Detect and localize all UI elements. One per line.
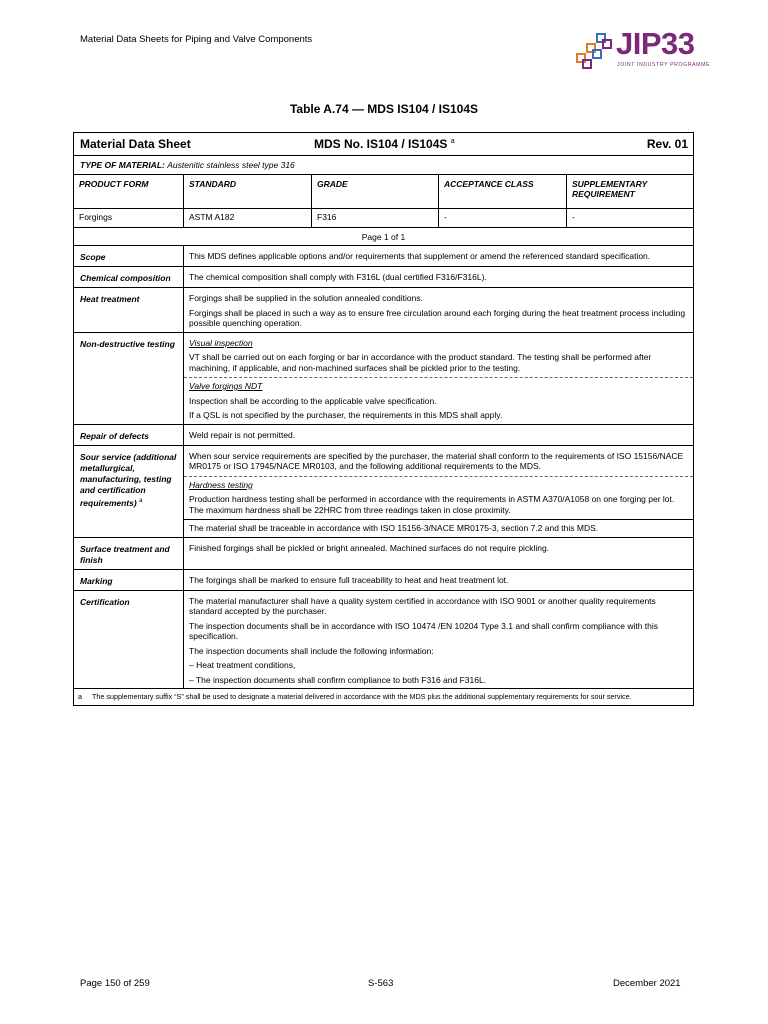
table-cell: Forgings: [79, 212, 113, 222]
logo-subtitle: JOINT INDUSTRY PROGRAMME: [617, 62, 711, 68]
column-header: PRODUCT FORM: [79, 179, 149, 189]
subsection-title: Visual inspection: [189, 337, 253, 348]
logo-square-icon: [592, 49, 602, 59]
section-label: Surface treatment and finish: [80, 543, 170, 565]
section-content: The material manufacturer shall have a quality system certified in accordance with ISO 9001 or another quality requirements standard accepted by the purchaser. The inspection documents shall be in accordance with ISO 10474 /EN 10204 Type 3.1 and shall confirm compliance with this specification. The inspection documents shall include the following information: – Heat treatment conditions, – The inspection documents shall confirm compliance to both F316 and F316L.: [183, 591, 693, 689]
section-label: Non-destructive testing: [80, 338, 175, 349]
section-content: Visual inspection VT shall be carried out on each forging or bar in accordance with the product standard. The testing shall be performed after machining, if applicable, and non-machined surfaces shall be pickled prior to the testing. Valve forgings NDT Inspection shall be according to the applicable valve specification. If a QSL is not specified by the purchaser, the requirements in this MDS shall apply.: [183, 333, 693, 424]
section-label: Certification: [80, 596, 130, 607]
section-surface-treatment: [74, 537, 693, 569]
section-heat-treatment: [74, 287, 693, 332]
section-label: Scope: [80, 252, 106, 262]
list-item: – Heat treatment conditions,: [189, 660, 296, 670]
section-sour-service: [74, 445, 693, 537]
footnote: [74, 688, 693, 705]
column-header: STANDARD: [183, 175, 311, 208]
section-label: Repair of defects: [80, 430, 149, 441]
table-cell: F316: [311, 209, 438, 227]
footnote-mark: a: [78, 692, 82, 701]
page-of-label: Page 1 of 1: [74, 227, 693, 245]
section-content: The forgings shall be marked to ensure full traceability to heat and heat treatment lot.: [183, 570, 693, 590]
footnote-text: The supplementary suffix “S” shall be used to designate a material delivered in accordance with the MDS plus the additional supplementary requirements for sour service.: [92, 692, 632, 701]
dashed-divider: [184, 476, 693, 477]
column-header: ACCEPTANCE CLASS: [438, 175, 566, 208]
section-marking: [74, 569, 693, 590]
revision: Rev. 01: [646, 137, 688, 151]
section-content: Weld repair is not permitted.: [183, 425, 693, 445]
subsection-title: Valve forgings NDT: [189, 381, 263, 391]
section-repair-of-defects: [74, 424, 693, 445]
section-non-destructive-testing: [74, 332, 693, 424]
section-content: This MDS defines applicable options and/or requirements that supplement or amend the referenced standard specification.: [183, 246, 693, 266]
table-title: Table A.74 — MDS IS104 / IS104S: [289, 102, 479, 116]
table-header-row: [74, 174, 693, 208]
sheet-heading-label: Material Data Sheet: [80, 137, 191, 151]
list-item: – The inspection documents shall confirm compliance to both F316 and F316L.: [189, 674, 487, 685]
table-cell: -: [438, 209, 566, 227]
subsection-title: Hardness testing: [189, 479, 253, 490]
type-of-material-row: TYPE OF MATERIAL: Austenitic stainless steel type 316: [74, 155, 693, 174]
logo-wordmark: JIP33: [616, 26, 695, 61]
section-scope: [74, 245, 693, 266]
sheet-heading-row: [74, 133, 693, 155]
section-label: Heat treatment: [80, 294, 140, 304]
section-certification: [74, 590, 693, 689]
table-cell: ASTM A182: [183, 209, 311, 227]
document-header-title: Material Data Sheets for Piping and Valve Components: [80, 34, 313, 45]
footer-date: December 2021: [613, 978, 681, 989]
jip33-logo: [574, 26, 714, 73]
column-header: SUPPLEMENTARY REQUIREMENT: [566, 175, 693, 208]
section-label: Chemical composition: [80, 273, 171, 283]
logo-square-icon: [602, 39, 612, 49]
dashed-divider: [184, 377, 693, 378]
material-data-sheet: [73, 132, 694, 706]
section-content: When sour service requirements are specified by the purchaser, the material shall conform to the requirements of ISO 15156/NACE MR0175 or ISO 17945/NACE MR0103, and the following additional requirements to the MDS. Hardness testing Production hardness testing shall be performed in accordance with the requirements in ASTM A370/A1058 on one forging per lot. The maximum hardness shall be 22HRC from three readings taken in close proximity. The material shall be traceable in accordance with ISO 15156-3/NACE MR0175-3, section 7.2 and this MDS.: [183, 446, 693, 537]
section-chemical-composition: [74, 266, 693, 287]
divider: [184, 519, 693, 520]
logo-square-icon: [582, 59, 592, 69]
section-content: The chemical composition shall comply with F316L (dual certified F316/F316L).: [183, 267, 693, 287]
mds-number: MDS No. IS104 / IS104S $^a$: [314, 137, 455, 151]
section-label: Marking: [80, 575, 113, 586]
section-label: Sour service (additional metallurgical, manufacturing, testing and certification requirements) $^a$: [80, 451, 177, 508]
footer-page-number: Page 150 of 259: [80, 978, 150, 989]
section-content: Forgings shall be supplied in the solution annealed conditions. Forgings shall be placed in such a way as to ensure free circulation around each forging during the heat treatment process including possible quenching operation.: [183, 288, 693, 332]
table-cell: -: [566, 209, 693, 227]
table-row: [74, 208, 693, 227]
section-content: Finished forgings shall be pickled or bright annealed. Machined surfaces do not require pickling.: [183, 538, 693, 569]
column-header: GRADE: [311, 175, 438, 208]
footer-document-code: S-563: [368, 978, 394, 989]
